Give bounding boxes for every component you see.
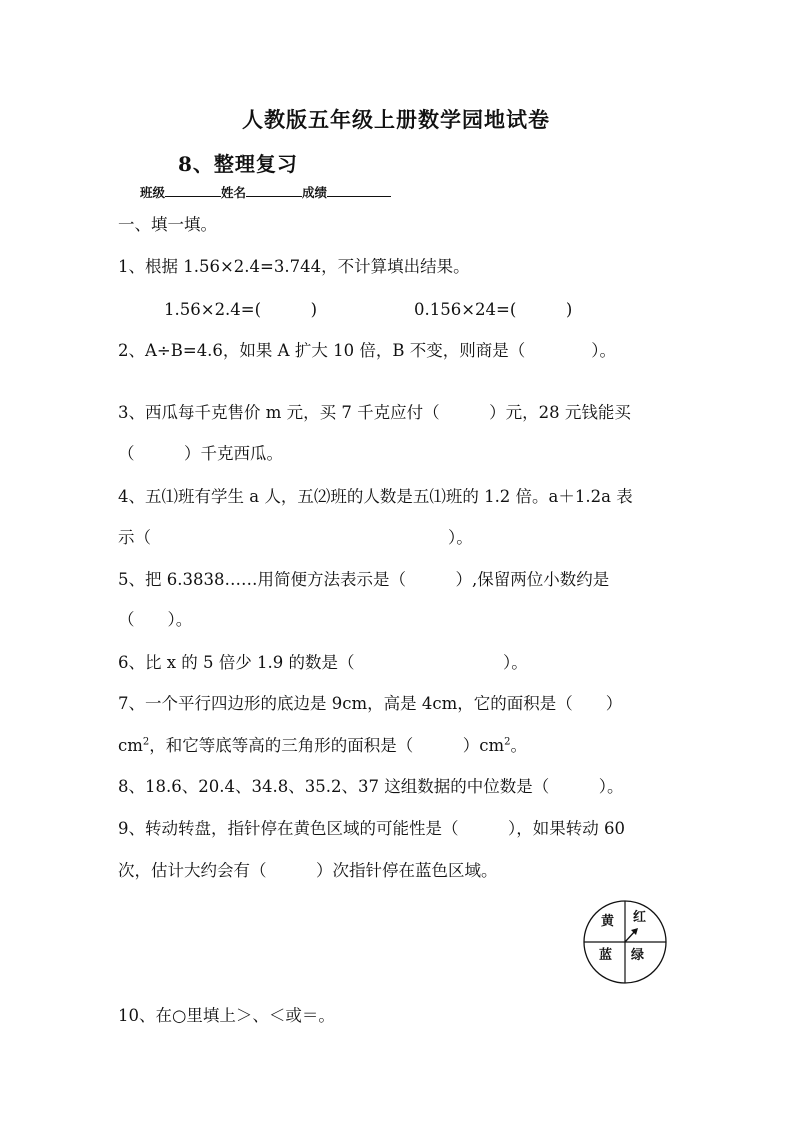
question-7-line1: 7、一个平行四边形的底边是 9cm，高是 4cm，它的面积是（ ） bbox=[118, 694, 623, 713]
spinner-label-red: 红 bbox=[633, 910, 647, 925]
question-8: 8、18.6、20.4、34.8、35.2、37 这组数据的中位数是（ ）。 bbox=[118, 777, 624, 796]
question-9-line1: 9、转动转盘，指针停在黄色区域的可能性是（ ），如果转动 60 bbox=[118, 819, 625, 838]
question-7-end: 。 bbox=[510, 736, 528, 755]
page-title: 人教版五年级上册数学园地试卷 bbox=[242, 107, 550, 132]
spinner-label-blue: 蓝 bbox=[599, 948, 613, 963]
name-blank[interactable] bbox=[246, 184, 302, 197]
question-1a: 1.56×2.4=( ) bbox=[164, 300, 318, 319]
question-5-line1: 5、把 6.3838……用简便方法表示是（ ）,保留两位小数约是 bbox=[118, 570, 610, 589]
score-label: 成绩 bbox=[302, 185, 328, 200]
question-3-line1: 3、西瓜每千克售价 m 元，买 7 千克应付（ ）元，28 元钱能买 bbox=[118, 403, 631, 422]
section-subtitle: 8、整理复习 bbox=[178, 152, 298, 176]
question-7-mid: ，和它等底等高的三角形的面积是（ ）cm bbox=[149, 736, 505, 755]
student-info bbox=[140, 183, 391, 201]
name-label: 姓名 bbox=[221, 185, 247, 200]
question-6: 6、比 x 的 5 倍少 1.9 的数是（ ）。 bbox=[118, 653, 528, 672]
superscript: 2 bbox=[504, 736, 511, 748]
question-10: 10、在○里填上＞、＜或＝。 bbox=[118, 1006, 335, 1025]
question-1: 1、根据 1.56×2.4=3.744，不计算填出结果。 bbox=[118, 257, 470, 276]
superscript: 2 bbox=[142, 736, 150, 748]
section-heading: 一、填一填。 bbox=[118, 215, 217, 234]
question-2: 2、A÷B=4.6，如果 A 扩大 10 倍，B 不变，则商是（ ）。 bbox=[118, 341, 616, 360]
spinner-label-yellow: 黄 bbox=[601, 914, 615, 929]
question-1b: 0.156×24=( ) bbox=[414, 300, 573, 319]
spinner-diagram bbox=[582, 899, 668, 985]
question-4-line1: 4、五⑴班有学生 a 人，五⑵班的人数是五⑴班的 1.2 倍。a＋1.2a 表 bbox=[118, 487, 633, 506]
class-label: 班级 bbox=[140, 185, 166, 200]
question-4-line2: 示（ ）。 bbox=[118, 528, 473, 547]
question-3-line2: （ ）千克西瓜。 bbox=[118, 444, 283, 463]
spinner-label-green: 绿 bbox=[631, 948, 645, 963]
question-7-line2 bbox=[118, 732, 527, 756]
question-9-line2: 次，估计大约会有（ ）次指针停在蓝色区域。 bbox=[118, 861, 498, 880]
unit-cm: cm bbox=[118, 736, 143, 755]
score-blank[interactable] bbox=[327, 184, 391, 197]
question-5-line2: （ ）。 bbox=[118, 610, 193, 629]
class-blank[interactable] bbox=[165, 184, 221, 197]
